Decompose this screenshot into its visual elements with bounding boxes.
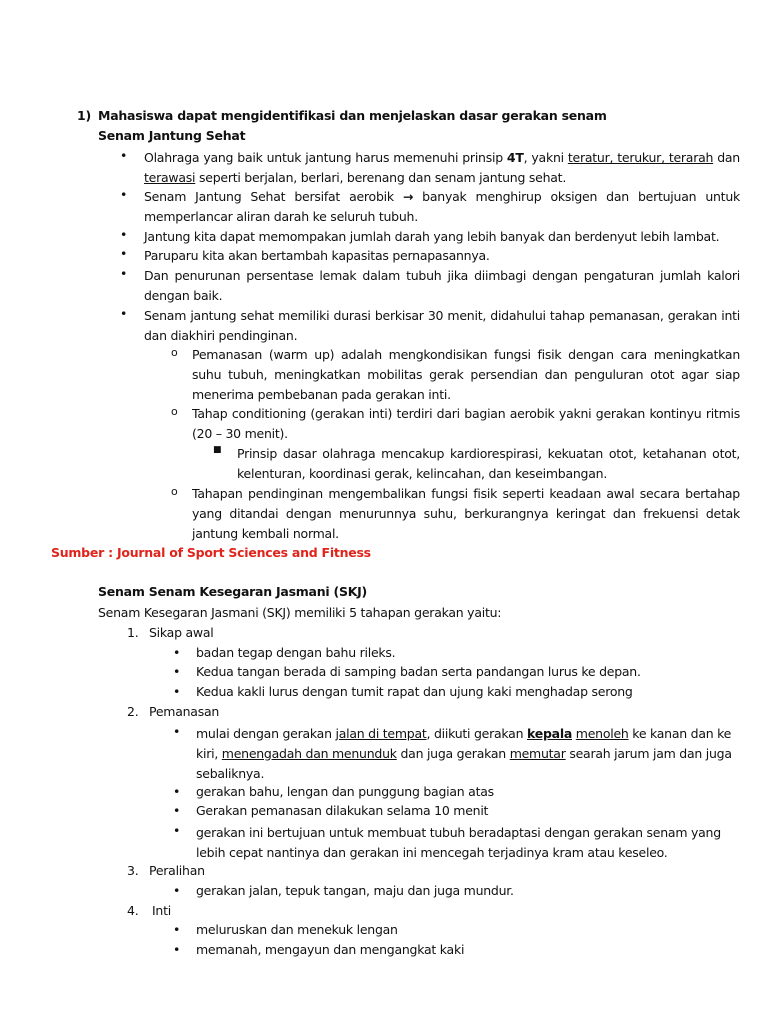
bullet-marker: • [173,922,181,937]
circle-bullet-marker: o [171,346,178,359]
section-intro: Senam Kesegaran Jasmani (SKJ) memiliki 5 tahapan gerakan yaitu: [98,605,502,620]
list-number: 3. [127,863,139,878]
bullet-marker: • [173,724,181,739]
section-heading: Senam Senam Kesegaran Jasmani (SKJ) [98,584,368,599]
bullet-marker: • [173,942,181,957]
list-item: Paruparu kita akan bertambah kapasitas pernapasannya. [144,248,490,263]
sub-list-item: Pemanasan (warm up) adalah mengkondisikan fungsi fisik dengan cara meningkatkan suhu tubuh, meningkatkan mobilitas gerak persendian dan penguluran otot agar siap menerima pembebanan pada gerakan inti. [192,347,740,402]
list-item: gerakan jalan, tepuk tangan, maju dan juga mundur. [196,883,514,898]
sub-list-item: Tahapan pendinginan mengembalikan fungsi fisik seperti keadaan awal secara bertahap yang ditandai dengan menurunnya suhu, berkurangnya keringat dan frekuensi detak jantung kembali normal. [192,486,740,541]
bullet-marker: • [120,266,128,281]
bullet-marker: • [173,664,181,679]
bullet-marker: • [173,883,181,898]
source-citation: Sumber : Journal of Sport Sciences and Fitness [51,545,371,560]
circle-bullet-marker: o [171,405,178,418]
section-number: 1) [77,108,91,123]
sub-sub-list-item: Prinsip dasar olahraga mencakup kardiorespirasi, kekuatan otot, ketahanan otot, kelenturan, koordinasi gerak, kelincahan, dan keseimbangan. [237,446,740,481]
bullet-marker: • [173,645,181,660]
bullet-marker: • [173,784,181,799]
list-item: Kedua kakli lurus dengan tumit rapat dan ujung kaki menghadap serong [196,684,633,699]
list-item: mulai dengan gerakan jalan di tempat, diikuti gerakan kepala menoleh ke kanan dan ke kiri, menengadah dan menunduk dan juga gerakan memutar searah jarum jam dan juga sebaliknya. [196,726,732,781]
section-heading: Mahasiswa dapat mengidentifikasi dan menjelaskan dasar gerakan senam [98,108,607,123]
list-number: 1. [127,625,139,640]
square-bullet-marker: ■ [213,445,222,455]
bullet-marker: • [173,823,181,838]
list-heading: Inti [152,903,171,918]
list-item: Jantung kita dapat memompakan jumlah darah yang lebih banyak dan berdenyut lebih lambat. [144,229,720,244]
list-item: Dan penurunan persentase lemak dalam tubuh jika diimbagi dengan pengaturan jumlah kalori dengan baik. [144,268,740,303]
list-item: Gerakan pemanasan dilakukan selama 10 menit [196,803,489,818]
list-item: Olahraga yang baik untuk jantung harus memenuhi prinsip 4T, yakni teratur, terukur, terarah dan terawasi seperti berjalan, berlari, berenang dan senam jantung sehat. [144,150,740,185]
bullet-marker: • [120,187,128,202]
list-item: Kedua tangan berada di samping badan serta pandangan lurus ke depan. [196,664,641,679]
bullet-marker: • [120,148,128,163]
list-item: memanah, mengayun dan mengangkat kaki [196,942,465,957]
bullet-marker: • [120,306,128,321]
circle-bullet-marker: o [171,485,178,498]
list-heading: Pemanasan [149,704,220,719]
list-item: badan tegap dengan bahu rileks. [196,645,396,660]
list-heading: Sikap awal [149,625,214,640]
list-item: Senam jantung sehat memiliki durasi berkisar 30 menit, didahului tahap pemanasan, gerakan inti dan diakhiri pendinginan. [144,308,740,343]
sub-list-item: Tahap conditioning (gerakan inti) terdiri dari bagian aerobik yakni gerakan kontinyu ritmis (20 – 30 menit). [192,406,740,441]
list-item: gerakan bahu, lengan dan punggung bagian atas [196,784,494,799]
bullet-marker: • [173,803,181,818]
list-number: 2. [127,704,139,719]
list-item: Senam Jantung Sehat bersifat aerobik → banyak menghirup oksigen dan bertujuan untuk memperlancar aliran darah ke seluruh tubuh. [144,189,740,224]
list-item: meluruskan dan menekuk lengan [196,922,398,937]
arrow-right-icon: → [402,189,414,204]
list-heading: Peralihan [149,863,205,878]
bullet-marker: • [173,684,181,699]
section-subheading: Senam Jantung Sehat [98,128,246,143]
list-item: gerakan ini bertujuan untuk membuat tubuh beradaptasi dengan gerakan senam yang lebih cepat nantinya dan gerakan ini mencegah terjadinya kram atau keseleo. [196,825,721,860]
bullet-marker: • [120,246,128,261]
bullet-marker: • [120,227,128,242]
list-number: 4. [127,903,139,918]
